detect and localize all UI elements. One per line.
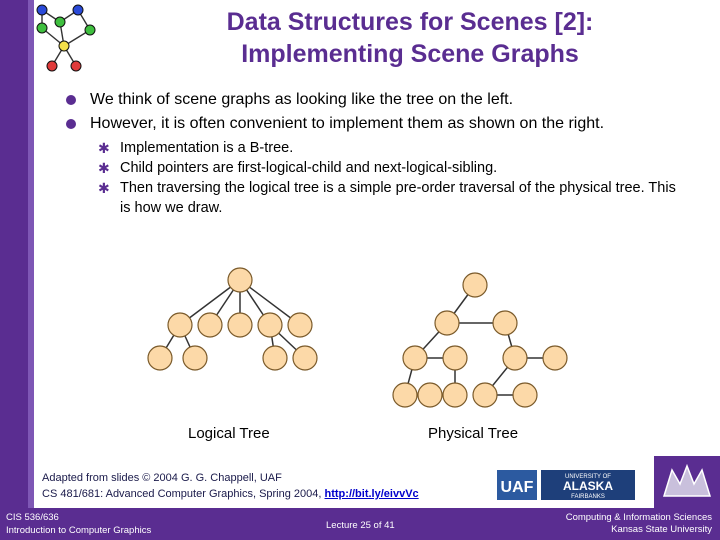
scene-graph-logo-icon [30, 0, 102, 78]
ksu-wildcat-logo-icon [654, 456, 720, 508]
bullet-dot-icon [66, 95, 76, 105]
footer-dept: Computing & Information Sciences [565, 512, 712, 523]
sub-bullet-text: Then traversing the logical tree is a simple pre-order traversal of the physical tree. This is how we draw. [120, 180, 676, 216]
left-band [0, 0, 28, 540]
bullet-item [62, 112, 682, 136]
physical-tree-caption: Physical Tree [428, 425, 519, 442]
uaf-logo-line2: ALASKA [563, 479, 613, 493]
sub-bullet-text: Implementation is a B-tree. [120, 140, 294, 156]
sub-bullet-item [62, 178, 682, 218]
slide-title [110, 6, 710, 70]
sub-bullet-text: Child pointers are first-logical-child and next-logical-sibling. [120, 160, 498, 176]
bullet-list [62, 88, 682, 218]
bullet-item [62, 88, 682, 112]
uaf-logo-mark: UAF [500, 479, 534, 496]
sub-bullet-item [62, 158, 682, 178]
physical-tree [405, 285, 555, 395]
footer-course-code: CIS 536/636 [6, 512, 59, 523]
footer-course-name: Introduction to Computer Graphics [6, 525, 152, 536]
slide-title-line2: Implementing Scene Graphs [241, 40, 579, 68]
asterisk-bullet-icon: ✱ [98, 180, 110, 196]
credit-note [42, 470, 419, 502]
slide-title-line1: Data Structures for Scenes [2]: [226, 8, 594, 36]
sub-bullet-item [62, 138, 682, 158]
credit-line2-text: CS 481/681: Advanced Computer Graphics, Spring 2004, [42, 488, 325, 500]
bullet-dot-icon [66, 119, 76, 129]
asterisk-bullet-icon: ✱ [98, 140, 110, 156]
footer-university: Kansas State University [611, 524, 712, 535]
footer-course [6, 512, 151, 537]
logical-tree-caption: Logical Tree [188, 425, 270, 442]
credit-line2 [42, 486, 419, 502]
physical-tree-nodes [393, 273, 567, 407]
uaf-logo-line3: FAIRBANKS [571, 494, 605, 500]
tree-diagram [130, 260, 590, 450]
bullet-text: We think of scene graphs as looking like the tree on the left. [90, 91, 514, 108]
asterisk-bullet-icon: ✱ [98, 160, 110, 176]
uaf-logo-line1: UNIVERSITY OF [565, 474, 611, 480]
footer-institution [566, 512, 712, 536]
credit-link[interactable]: http://bit.ly/eivvVc [324, 488, 419, 500]
sub-bullet-list [62, 138, 682, 218]
left-band-accent [28, 0, 34, 540]
bullet-text: However, it is often convenient to implement them as shown on the right. [90, 115, 605, 132]
logical-tree-nodes [148, 268, 317, 370]
footer-lecture: Lecture 25 of 41 [326, 520, 395, 531]
footer-bar [0, 508, 720, 540]
uaf-logo [495, 468, 637, 502]
credit-line1: Adapted from slides © 2004 G. G. Chappell, UAF [42, 472, 282, 484]
